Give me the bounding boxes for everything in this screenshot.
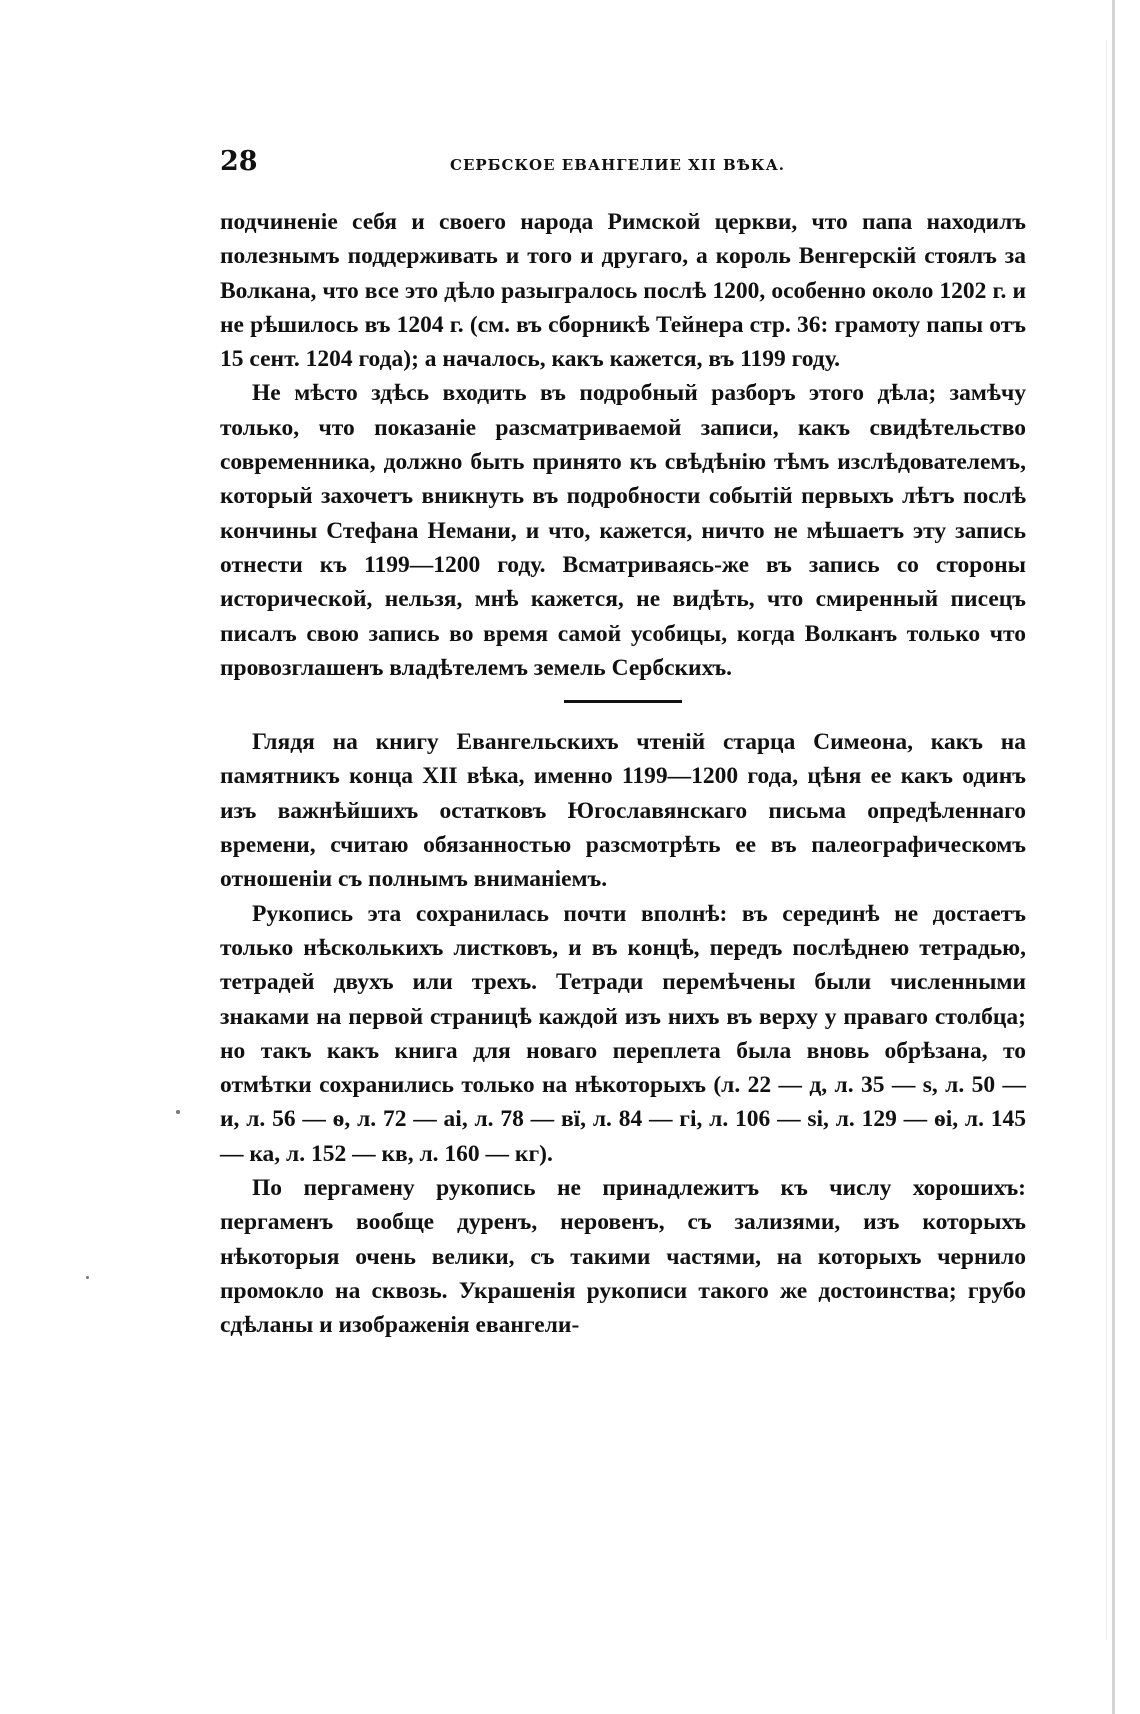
page-header [220, 146, 1030, 182]
paragraph-continuation: подчиненіе себя и своего народа Римской церкви, что папа находилъ полезнымъ поддерживать и того и другаго, а король Венгерскій стоялъ за Волкана, что все это дѣло разыгралось послѣ 1200, особенно около 1202 г. и не рѣшилось въ 1204 г. (см. въ сборникѣ Тейнера стр. 36: грамоту папы отъ 15 сент. 1204 года); а началось, какъ кажется, въ 1199 году. [220, 209, 1026, 373]
paper-speck [176, 1110, 180, 1114]
page-number: 28 [220, 146, 258, 177]
running-title: СЕРБСКОЕ ЕВАНГЕЛИЕ XII ВѢКА. [450, 156, 786, 174]
page-edge-shadow [1106, 40, 1107, 1640]
page-body [220, 205, 1026, 1343]
page-edge [1112, 0, 1115, 1714]
paragraph: По пергамену рукопись не принадлежитъ къ числу хорошихъ: пергаменъ вообще дуренъ, неровенъ, съ зализями, изъ которыхъ нѣкоторыя очень велики, съ такими частями, на которыхъ чернило промокло на сквозь. Украшенія рукописи такого же достоинства; грубо сдѣланы и изображенія евангели- [220, 1175, 1026, 1339]
section-divider [564, 700, 682, 703]
paper-speck [86, 1276, 89, 1279]
paragraph: Не мѣсто здѣсь входить въ подробный разборъ этого дѣла; замѣчу только, что показаніе разсматриваемой записи, какъ свидѣтельство современника, должно быть принято къ свѣдѣнію тѣмъ изслѣдователемъ, который захочетъ вникнуть въ подробности событій первыхъ лѣтъ послѣ кончины Стефана Немани, и что, кажется, ничто не мѣшаетъ эту запись отнести къ 1199—1200 году. Всматриваясь-же въ запись со стороны исторической, нельзя, мнѣ кажется, не видѣть, что смиренный писецъ писалъ свою запись во время самой усобицы, когда Волканъ только что провозглашенъ владѣтелемъ земель Сербскихъ. [220, 380, 1026, 681]
paragraph: Рукопись эта сохранилась почти вполнѣ: въ серединѣ не достаетъ только нѣсколькихъ листковъ, и въ концѣ, передъ послѣднею тетрадью, тетрадей двухъ или трехъ. Тетради перемѣчены были численными знаками на первой страницѣ каждой изъ нихъ въ верху у праваго столбца; но такъ какъ книга для новаго переплета была вновь обрѣзана, то отмѣтки сохранились только на нѣкоторыхъ (л. 22 — д, л. 35 — ѕ, л. 50 — и, л. 56 — ѳ, л. 72 — аі, л. 78 — вї, л. 84 — гі, л. 106 — ѕі, л. 129 — ѳі, л. 145 — ка, л. 152 — кв, л. 160 — кг). [220, 900, 1026, 1167]
paragraph: Глядя на книгу Евангельскихъ чтеній старца Симеона, какъ на памятникъ конца XII вѣка, именно 1199—1200 года, цѣня ее какъ одинъ изъ важнѣйшихъ остатковъ Югославянскаго письма опредѣленнаго времени, считаю обязанностью разсмотрѣть ее въ палеографическомъ отношеніи съ полнымъ вниманіемъ. [220, 729, 1026, 893]
